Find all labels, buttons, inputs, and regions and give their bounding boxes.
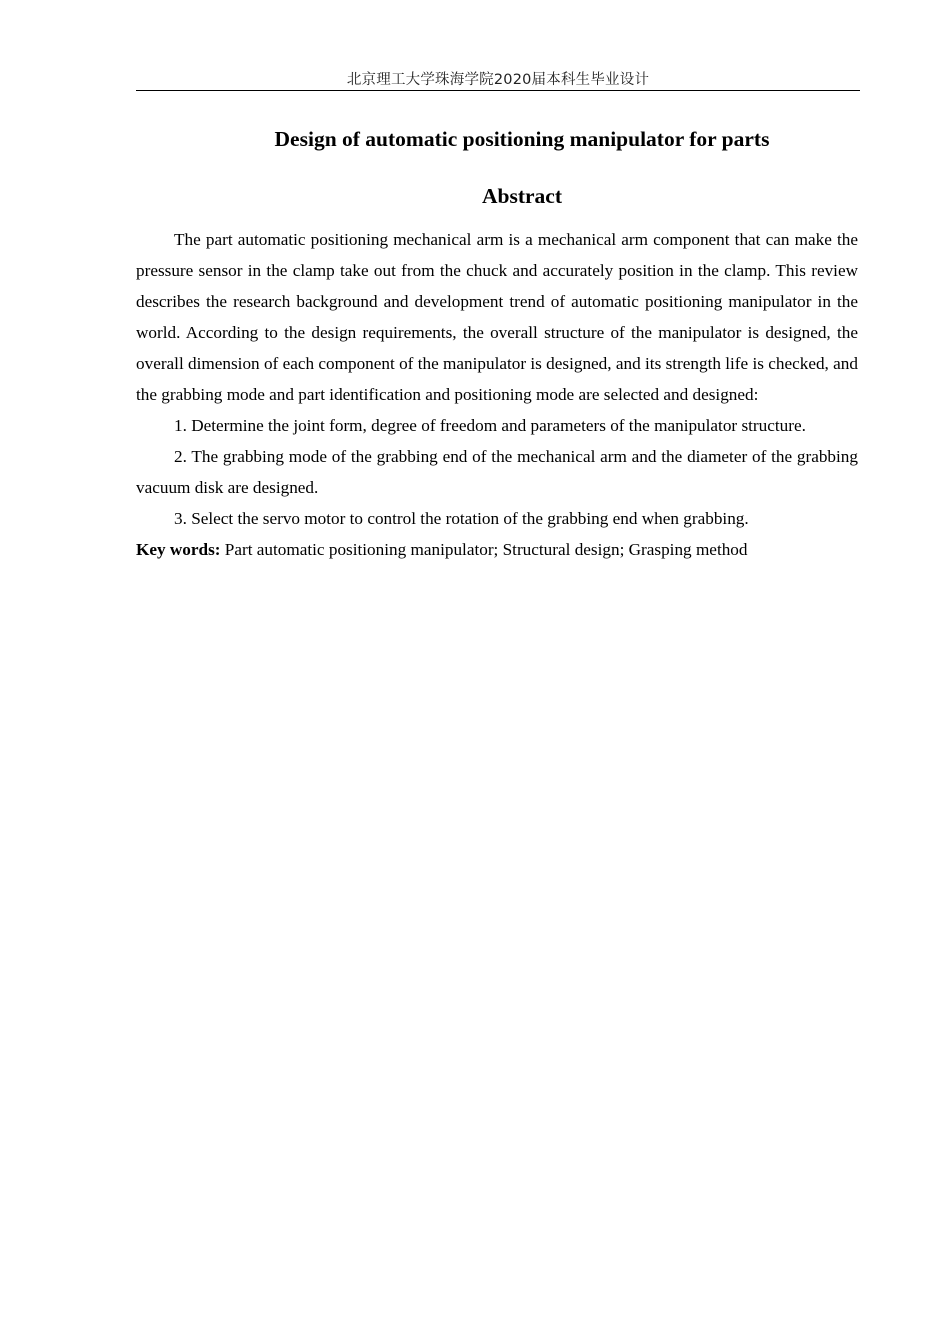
keywords-text: Part automatic positioning manipulator; Structural design; Grasping method [220, 540, 748, 559]
header-divider [136, 90, 860, 91]
abstract-heading: Abstract [481, 184, 562, 208]
requirement-item-2: 2. The grabbing mode of the grabbing end of the mechanical arm and the diameter of the grabbing vacuum disk are designed. [136, 447, 858, 497]
abstract-paragraph: The part automatic positioning mechanical arm is a mechanical arm component that can make the pressure sensor in the clamp take out from the chuck and accurately position in the clamp. This review describes the research background and development trend of automatic positioning manipulator in the world. According to the design requirements, the overall structure of the manipulator is designed, the overall dimension of each component of the manipulator is designed, and its strength life is checked, and the grabbing mode and part identification and positioning mode are selected and designed: [136, 230, 858, 404]
requirement-item-1: 1. Determine the joint form, degree of freedom and parameters of the manipulator structure. [174, 416, 806, 435]
running-header: 北京理工大学珠海学院2020届本科生毕业设计 [346, 72, 650, 88]
requirement-item-3: 3. Select the servo motor to control the rotation of the grabbing end when grabbing. [174, 509, 749, 528]
keywords-label: Key words: [136, 540, 221, 559]
document-title: Design of automatic positioning manipulator for parts [274, 127, 770, 151]
abstract-body [136, 224, 858, 565]
keywords-line [136, 534, 858, 565]
